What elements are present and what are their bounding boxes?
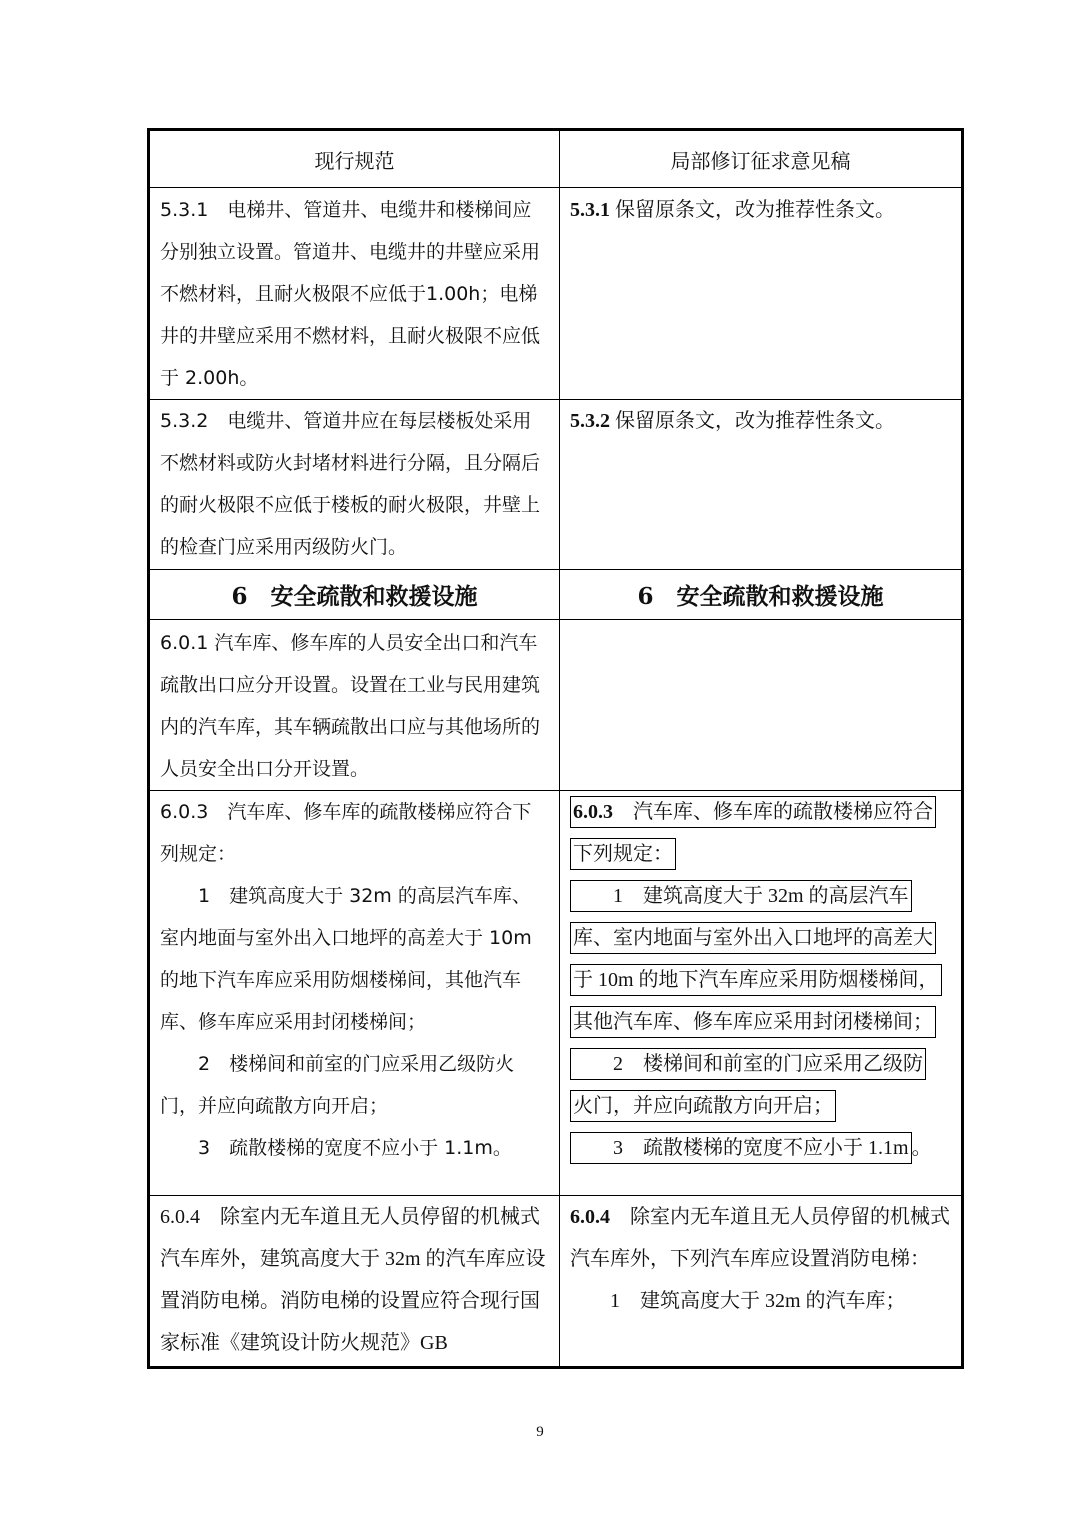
clause-number: 6.0.3 (573, 801, 613, 823)
comparison-table (147, 128, 964, 1369)
clause-text: 除室内无车道且无人员停留的机械式汽车库外，下列汽车库应设置消防电梯： (570, 1206, 950, 1270)
table-row-6-0-3 (149, 791, 963, 1196)
table-row-5-3-1 (149, 188, 963, 400)
clause-text: 5.3.1 电梯井、管道井、电缆井和楼梯间应分别独立设置。管道井、电缆井的井壁应采用不燃材料，且耐火极限不应低于1.00h；电梯井的井壁应采用不燃材料，且耐火极限不应低于 2.00h。 (160, 199, 541, 389)
boxed-text: 火门，并应向疏散方向开启； (570, 1090, 836, 1122)
table-row-6-0-4 (149, 1196, 963, 1368)
boxed-line-6 (570, 1001, 953, 1043)
boxed-text: 1 建筑高度大于 32m 的高层汽车 (570, 880, 912, 912)
clause-text: 保留原条文，改为推荐性条文。 (610, 410, 895, 432)
section-heading-left: 6 安全疏散和救援设施 (149, 570, 560, 620)
revised-clause-5-3-2 (560, 400, 963, 570)
current-clause-5-3-2 (149, 400, 560, 570)
boxed-line-8 (570, 1085, 953, 1127)
boxed-text: 库、室内地面与室外出入口地坪的高差大 (570, 922, 936, 954)
clause-intro: 6.0.3 汽车库、修车库的疏散楼梯应符合下列规定： (160, 801, 532, 865)
header-revision-draft: 局部修订征求意见稿 (560, 130, 963, 188)
clause-item-1: 1 建筑高度大于 32m 的汽车库； (610, 1290, 906, 1312)
boxed-line-9 (570, 1127, 953, 1169)
clause-item-1: 1 建筑高度大于 32m 的高层汽车库、室内地面与室外出入口地坪的高差大于 10m 的地下汽车库应采用防烟楼梯间，其他汽车库、修车库应采用封闭楼梯间； (160, 885, 532, 1033)
boxed-text: 于 10m 的地下汽车库应采用防烟楼梯间， (570, 964, 942, 996)
current-clause-5-3-1 (149, 188, 560, 400)
boxed-line-7 (570, 1043, 953, 1085)
boxed-text: 2 楼梯间和前室的门应采用乙级防 (570, 1048, 926, 1080)
clause-number: 5.3.2 (570, 410, 610, 432)
clause-item-2: 2 楼梯间和前室的门应采用乙级防火门，并应向疏散方向开启； (160, 1053, 515, 1117)
boxed-line-1 (570, 791, 953, 833)
current-clause-6-0-3 (149, 791, 560, 1196)
page-number: 9 (536, 1424, 544, 1440)
clause-text: 6.0.4 除室内无车道且无人员停留的机械式汽车库外，建筑高度大于 32m 的汽车库应设置消防电梯。消防电梯的设置应符合现行国家标准《建筑设计防火规范》GB (160, 1206, 546, 1354)
current-clause-6-0-4 (149, 1196, 560, 1368)
clause-text: 汽车库、修车库的疏散楼梯应符合 (613, 801, 933, 823)
boxed-line-5 (570, 959, 953, 1001)
boxed-line-4 (570, 917, 953, 959)
revised-clause-6-0-3 (560, 791, 963, 1196)
table-row-5-3-2 (149, 400, 963, 570)
clause-text: 6.0.1 汽车库、修车库的人员安全出口和汽车疏散出口应分开设置。设置在工业与民用建筑内的汽车库，其车辆疏散出口应与其他场所的人员安全出口分开设置。 (160, 632, 541, 780)
boxed-line-2 (570, 833, 953, 875)
boxed-text: 下列规定： (570, 838, 676, 870)
boxed-text: 其他汽车库、修车库应采用封闭楼梯间； (570, 1006, 936, 1038)
revised-clause-6-0-4 (560, 1196, 963, 1368)
boxed-text: 3 疏散楼梯的宽度不应小于 1.1m (570, 1132, 912, 1164)
current-clause-6-0-1 (149, 620, 560, 791)
clause-number: 6.0.4 (570, 1206, 610, 1228)
revised-clause-6-0-1 (560, 620, 963, 791)
header-current-code: 现行规范 (149, 130, 560, 188)
clause-item-3: 3 疏散楼梯的宽度不应小于 1.1m。 (198, 1137, 512, 1159)
revised-clause-5-3-1 (560, 188, 963, 400)
table-header-row (149, 130, 963, 188)
table-row-6-0-1 (149, 620, 963, 791)
trailing-punctuation: 。 (911, 1137, 932, 1159)
clause-number: 5.3.1 (570, 199, 610, 221)
section-heading-right: 6 安全疏散和救援设施 (560, 570, 963, 620)
section-heading-row (149, 570, 963, 620)
boxed-line-3 (570, 875, 953, 917)
clause-text: 保留原条文，改为推荐性条文。 (610, 199, 895, 221)
clause-text: 5.3.2 电缆井、管道井应在每层楼板处采用不燃材料或防火封堵材料进行分隔，且分隔后的耐火极限不应低于楼板的耐火极限，井壁上的检查门应采用丙级防火门。 (160, 410, 541, 558)
